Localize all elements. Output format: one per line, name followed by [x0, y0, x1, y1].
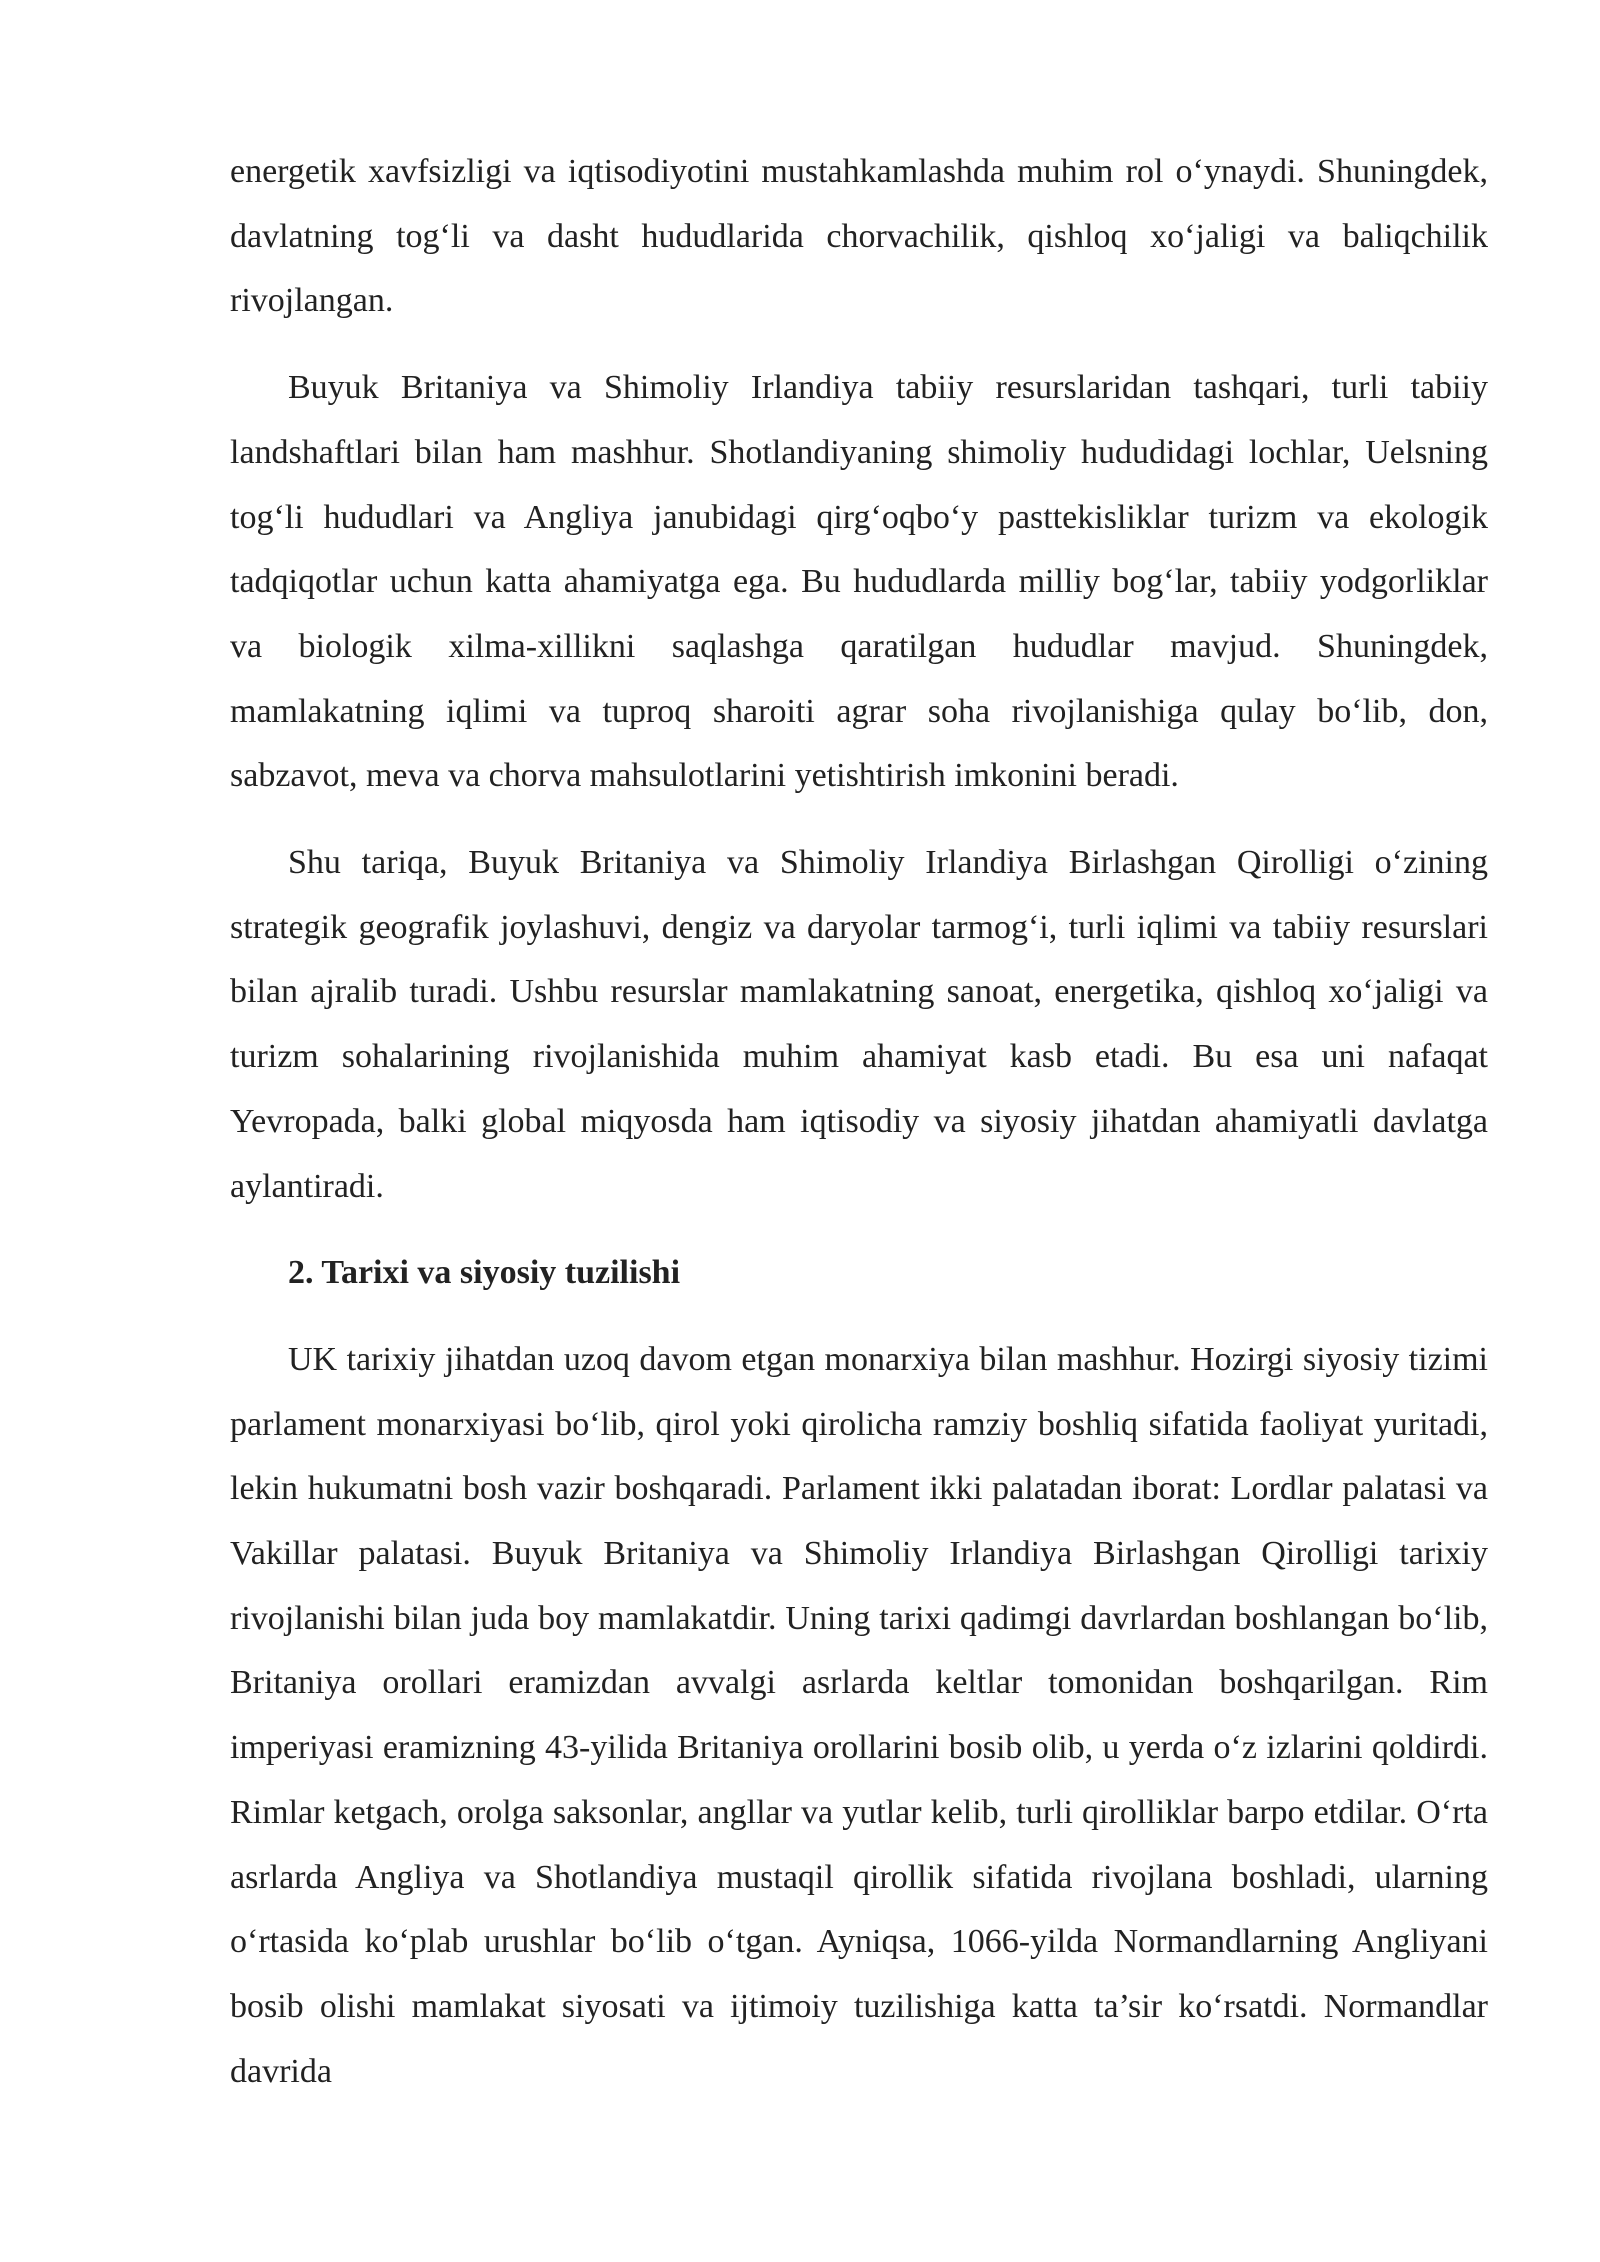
document-page: [230, 140, 1488, 2126]
paragraph-continuation: energetik xavfsizligi va iqtisodiyotini mustahkamlashda muhim rol o‘ynaydi. Shuningdek, davlatning tog‘li va dasht hududlarida chorvachilik, qishloq xo‘jaligi va baliqchilik rivojlangan.: [230, 153, 1488, 320]
paragraph-landscapes: Buyuk Britaniya va Shimoliy Irlandiya tabiiy resurslaridan tashqari, turli tabiiy landshaftlari bilan ham mashhur. Shotlandiyaning shimoliy hududidagi lochlar, Uelsning tog‘li hududlari va Angliya janubidagi qirg‘oqbo‘y pasttekisliklar turizm va ekologik tadqiqotlar uchun katta ahamiyatga ega. Bu hududlarda milliy bog‘lar, tabiiy yodgorliklar va biologik xilma-xillikni saqlashga qaratilgan hududlar mavjud. Shuningdek, mamlakatning iqlimi va tuproq sharoiti agrar soha rivojlanishiga qulay bo‘lib, don, sabzavot, meva va chorva mahsulotlarini yetishtirish imkonini beradi.: [230, 369, 1488, 795]
section-heading: 2. Tarixi va siyosiy tuzilishi: [288, 1254, 681, 1292]
paragraph-summary: Shu tariqa, Buyuk Britaniya va Shimoliy Irlandiya Birlashgan Qirolligi o‘zining strategik geografik joylashuvi, dengiz va daryolar tarmog‘i, turli iqlimi va tabiiy resurslari bilan ajralib turadi. Ushbu resurslar mamlakatning sanoat, energetika, qishloq xo‘jaligi va turizm sohalarining rivojlanishida muhim ahamiyat kasb etadi. Bu esa uni nafaqat Yevropada, balki global miqyosda ham iqtisodiy va siyosiy jihatdan ahamiyatli davlatga aylantiradi.: [230, 844, 1488, 1205]
paragraph-history: UK tarixiy jihatdan uzoq davom etgan monarxiya bilan mashhur. Hozirgi siyosiy tizimi parlament monarxiyasi bo‘lib, qirol yoki qirolicha ramziy boshliq sifatida faoliyat yuritadi, lekin hukumatni bosh vazir boshqaradi. Parlament ikki palatadan iborat: Lordlar palatasi va Vakillar palatasi. Buyuk Britaniya va Shimoliy Irlandiya Birlashgan Qirolligi tarixiy rivojlanishi bilan juda boy mamlakatdir. Uning tarixi qadimgi davrlardan boshlangan bo‘lib, Britaniya orollari eramizdan avvalgi asrlarda keltlar tomonidan boshqarilgan. Rim imperiyasi eramizning 43-yilida Britaniya orollarini bosib olib, u yerda o‘z izlarini qoldirdi. Rimlar ketgach, orolga saksonlar, angllar va yutlar kelib, turli qirolliklar barpo etdilar. O‘rta asrlarda Angliya va Shotlandiya mustaqil qirollik sifatida rivojlana boshladi, ularning o‘rtasida ko‘plab urushlar bo‘lib o‘tgan. Ayniqsa, 1066-yilda Normandlarning Angliyani bosib olishi mamlakat siyosati va ijtimoiy tuzilishiga katta ta’sir ko‘rsatdi. Normandlar davrida: [230, 1340, 1488, 2090]
